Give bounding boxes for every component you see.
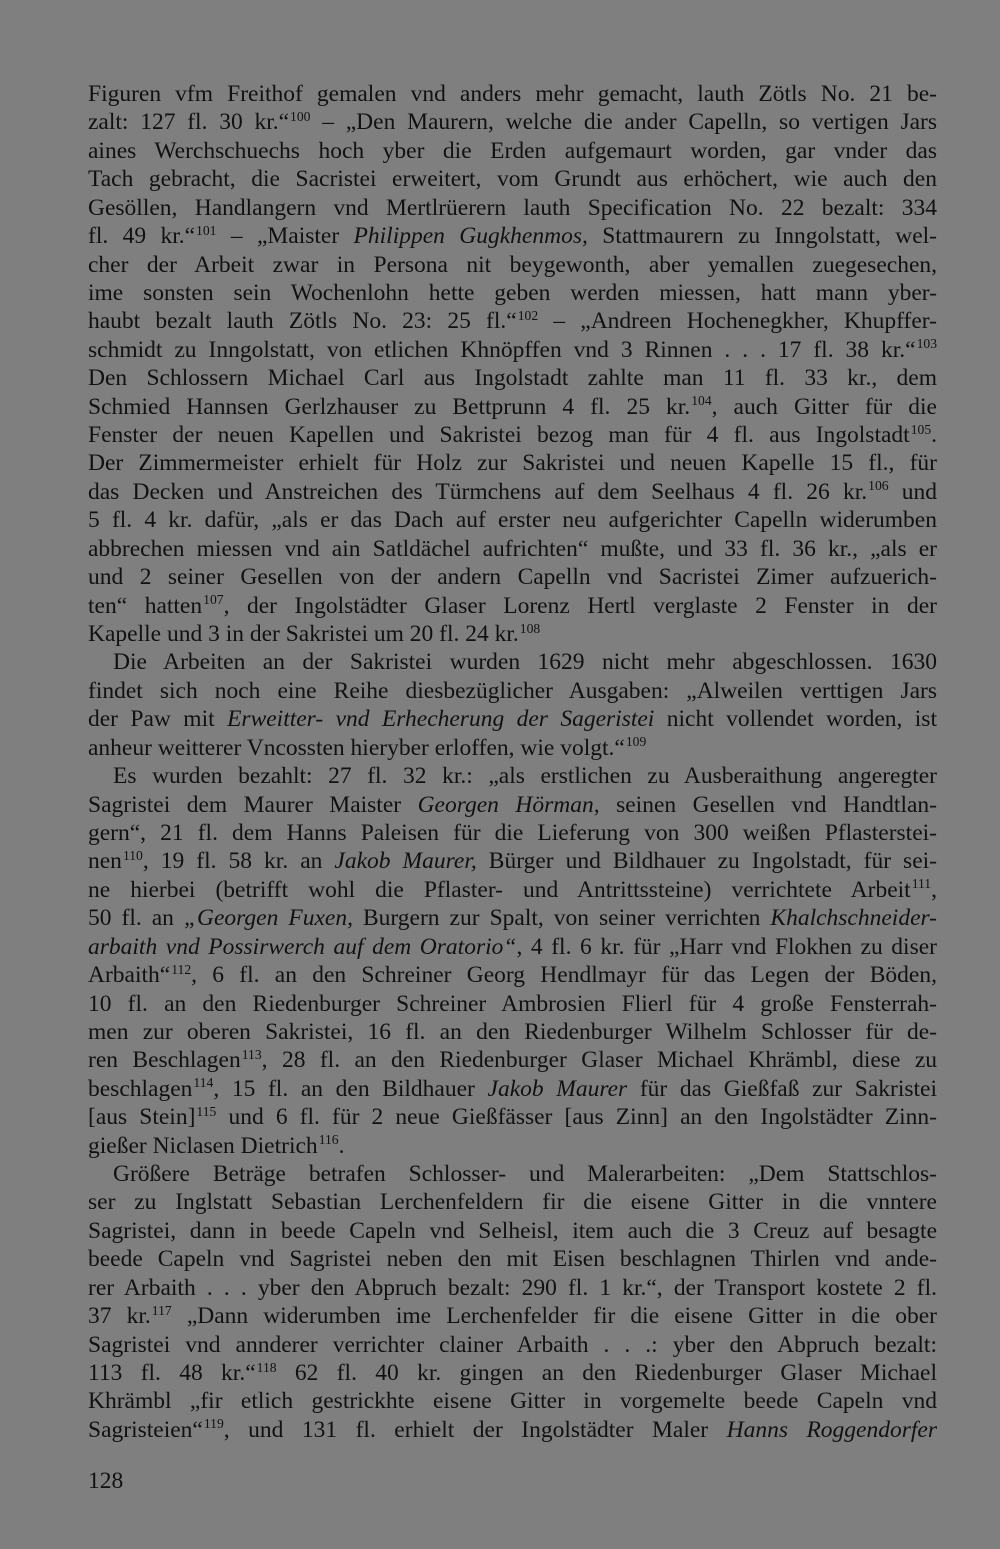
text-line: [88, 705, 937, 733]
text-run: Der Zimmermeister erhielt für Holz zur Sakristei und neuen Kapelle 15 fl., für: [88, 450, 937, 477]
footnote-ref: 101: [196, 222, 217, 238]
text-run: , 4 fl. 6 kr. für „Harr vnd Flokhen zu diser: [516, 933, 937, 960]
text-run: .: [931, 422, 937, 449]
text-run: , 6 fl. an den Schreiner Georg Hendlmayr für das Legen der Böden,: [191, 962, 937, 989]
text-run: ime sonsten sein Wochenlohn hette geben werden miessen, hatt mann yber-: [88, 279, 937, 306]
text-line: [88, 478, 937, 506]
text-line: [88, 990, 937, 1018]
text-line: [88, 1160, 937, 1188]
italic-run: Georgen Hörman,: [417, 791, 600, 818]
text-run: anheur weitterer Vncossten hieryber erloffen, wie volgt.“: [88, 734, 625, 761]
text-line: [88, 307, 937, 335]
text-line: [88, 592, 937, 620]
text-run: , 28 fl. an den Riedenburger Glaser Michael Khrämbl, diese zu: [261, 1047, 938, 1074]
text-run: das Decken und Anstreichen des Türmchens auf dem Seelhaus 4 fl. 26 kr.: [88, 478, 868, 505]
text-line: [88, 279, 937, 307]
text-run: Sagristei, dann in beede Capeln vnd Selheisl, item auch die 3 Creuz auf besagte: [88, 1217, 937, 1244]
text-run: findet sich noch eine Reihe diesbezüglicher Ausgaben: „Alweilen verttigen Jars: [88, 677, 937, 704]
text-line: [88, 876, 937, 904]
text-run: ten“ hatten: [88, 592, 203, 619]
text-run: nen: [88, 848, 122, 875]
text-run: und: [888, 478, 938, 505]
text-run: Burgern zur Spalt, von seiner verrichten: [352, 905, 771, 932]
text-line: [88, 1331, 937, 1359]
footnote-ref: 105: [910, 421, 932, 437]
text-run: rer Arbaith . . . yber den Abpruch bezalt: 290 fl. 1 kr.“, der Transport kostete 2 fl.: [88, 1274, 937, 1301]
italic-run: arbaith vnd Possirwerch auf dem Oratorio“: [88, 933, 517, 960]
text-run: ser zu Inglstatt Sebastian Lerchenfeldern fir die eisene Gitter in die vnntere: [88, 1189, 937, 1216]
text-run: und 2 seiner Gesellen von der andern Capelln vnd Sacristei Zimer aufzuerich-: [88, 564, 937, 591]
text-run: 5 fl. 4 kr. dafür, „als er das Dach auf erster neu aufgerichter Capelln widerumben: [88, 507, 937, 534]
paragraph: [88, 762, 937, 1160]
italic-run: Philippen Gugkhenmos,: [353, 223, 588, 250]
text-run: seinen Gesellen vnd Handtlan-: [599, 791, 937, 818]
text-line: [88, 535, 937, 563]
footnote-ref: 107: [203, 592, 224, 608]
text-run: men zur oberen Sakristei, 16 fl. an den Riedenburger Wilhelm Schlosser für de-: [88, 1018, 937, 1045]
body-text: [88, 80, 937, 1444]
text-line: [88, 1103, 937, 1131]
text-line: [88, 847, 937, 875]
text-run: , der Ingolstädter Glaser Lorenz Hertl verglaste 2 Fenster in der: [223, 592, 937, 619]
text-line: [88, 108, 937, 136]
text-run: Tach gebracht, die Sacristei erweitert, vom Grundt aus erhöchert, wie auch den: [88, 166, 937, 193]
footnote-ref: 110: [122, 847, 143, 863]
italic-run: Hanns Roggendorfer: [726, 1416, 937, 1443]
text-line: [88, 791, 937, 819]
text-line: [88, 1416, 937, 1444]
paragraph: [88, 648, 937, 762]
text-run: , und 131 fl. erhielt der Ingolstädter Maler: [223, 1416, 727, 1443]
footnote-ref: 116: [318, 1132, 339, 1148]
footnote-ref: 102: [517, 307, 539, 323]
text-run: Den Schlossern Michael Carl aus Ingolstadt zahlte man 11 fl. 33 kr., dem: [88, 365, 937, 392]
text-line: [88, 648, 937, 676]
text-run: für das Gießfaß zur Sakristei: [627, 1075, 937, 1102]
footnote-ref: 109: [625, 734, 647, 750]
text-line: [88, 677, 937, 705]
footnote-ref: 118: [256, 1359, 277, 1375]
text-line: [88, 1274, 937, 1302]
text-line: [88, 1188, 937, 1216]
text-run: 37 kr.: [88, 1303, 151, 1330]
text-line: [88, 393, 937, 421]
page-number: 128: [88, 1468, 124, 1494]
text-line: [88, 364, 937, 392]
text-line: [88, 563, 937, 591]
text-line: [88, 1046, 937, 1074]
italic-run: Jakob Maurer: [487, 1075, 628, 1102]
text-run: ne hierbei (betrifft wohl die Pflaster- und Antrittssteine) verrichtete Arbeit: [88, 876, 911, 903]
text-run: gern“, 21 fl. dem Hanns Paleisen für die Lieferung von 300 weißen Pflasterstei-: [88, 819, 937, 846]
text-line: [88, 251, 937, 279]
text-line: [88, 506, 937, 534]
text-run: Sagristei vnd annderer verrichter clainer Arbaith . . .: yber den Abpruch bezalt:: [88, 1331, 937, 1358]
text-line: [88, 222, 937, 250]
text-run: cher der Arbeit zwar in Persona nit beygewonth, aber yemallen zuegesechen,: [88, 251, 937, 278]
text-run: – „Maister: [216, 223, 354, 250]
text-run: Kapelle und 3 in der Sakristei um 20 fl. 24 kr.: [88, 621, 519, 648]
text-line: [88, 1132, 937, 1160]
text-line: [88, 1245, 937, 1273]
text-run: .: [338, 1132, 345, 1159]
text-run: „Dann widerumben ime Lerchenfelder fir die eisene Gitter in die ober: [171, 1303, 937, 1330]
text-line: [88, 449, 937, 477]
text-run: Figuren vfm Freithof gemalen vnd anders mehr gemacht, lauth Zötls No. 21 be-: [88, 81, 937, 107]
text-line: [88, 1075, 937, 1103]
text-run: schmidt zu Inngolstatt, von etlichen Khnöpffen vnd 3 Rinnen . . . 17 fl. 38 kr.“: [88, 336, 916, 363]
text-run: – „Den Maurern, welche die ander Capelln, so vertigen Jars: [310, 109, 937, 136]
text-run: zalt: 127 fl. 30 kr.“: [88, 109, 290, 136]
text-line: [88, 1217, 937, 1245]
text-run: Bürger und Bildhauer zu Ingolstadt, für sei-: [476, 848, 937, 875]
text-run: gießer Niclasen Dietrich: [88, 1132, 318, 1159]
text-run: Es wurden bezahlt: 27 fl. 32 kr.: „als erstlichen zu Ausberaithung angeregter: [113, 763, 937, 790]
footnote-ref: 114: [193, 1075, 214, 1091]
text-run: – „Andreen Hochenegkher, Khupffer-: [538, 308, 937, 335]
text-run: ,: [931, 876, 937, 903]
text-line: [88, 904, 937, 932]
text-run: Fenster der neuen Kapellen und Sakristei bezog man für 4 fl. aus Ingolstadt: [88, 422, 910, 449]
paragraph: [88, 80, 937, 648]
italic-run: „Georgen Fuxen,: [183, 905, 353, 932]
italic-run: Khalchschneider-: [770, 905, 938, 932]
footnote-ref: 106: [868, 478, 889, 494]
text-line: [88, 80, 937, 108]
text-line: [88, 819, 937, 847]
text-run: , auch Gitter für die: [711, 393, 937, 420]
text-line: [88, 762, 937, 790]
text-run: der Paw mit: [88, 706, 228, 733]
footnote-ref: 112: [171, 961, 192, 977]
text-line: [88, 1359, 937, 1387]
text-run: fl. 49 kr.“: [88, 223, 196, 250]
text-line: [88, 933, 937, 961]
footnote-ref: 115: [196, 1103, 217, 1119]
footnote-ref: 108: [519, 620, 541, 636]
text-run: , 19 fl. 58 kr. an: [142, 848, 335, 875]
footnote-ref: 104: [691, 393, 712, 409]
text-run: , 15 fl. an den Bildhauer: [213, 1075, 488, 1102]
text-run: Größere Beträge betrafen Schlosser- und Malerarbeiten: „Dem Stattschlos-: [113, 1161, 937, 1188]
footnote-ref: 103: [916, 336, 937, 352]
text-run: nicht vollendet worden, ist: [654, 706, 937, 733]
text-line: [88, 1018, 937, 1046]
text-line: [88, 620, 937, 648]
text-run: Sagristeien“: [88, 1416, 203, 1443]
text-run: Arbaith“: [88, 962, 171, 989]
text-run: ren Beschlagen: [88, 1047, 241, 1074]
text-run: 10 fl. an den Riedenburger Schreiner Ambrosien Flierl für 4 große Fensterrah-: [88, 990, 937, 1017]
text-run: haubt bezalt lauth Zötls No. 23: 25 fl.“: [88, 308, 517, 335]
paragraph: [88, 1160, 937, 1444]
text-run: Die Arbeiten an der Sakristei wurden 1629 nicht mehr abgeschlossen. 1630: [113, 649, 937, 676]
text-run: Khrämbl „fir etlich gestrickhte eisene Gitter in vorgemelte beede Capeln vnd: [88, 1388, 937, 1415]
text-line: [88, 961, 937, 989]
text-line: [88, 734, 937, 762]
text-line: [88, 194, 937, 222]
text-run: aines Werchschuechs hoch yber die Erden aufgemaurt worden, gar vnder das: [88, 137, 937, 164]
footnote-ref: 119: [203, 1416, 224, 1432]
text-run: 62 fl. 40 kr. gingen an den Riedenburger Glaser Michael: [276, 1359, 937, 1386]
italic-run: Jakob Maurer,: [334, 848, 477, 875]
text-run: Schmied Hannsen Gerlzhauser zu Bettprunn 4 fl. 25 kr.: [88, 393, 691, 420]
text-run: beede Capeln vnd Sagristei neben den mit Eisen beschlagnen Thirlen vnd ande-: [88, 1246, 937, 1273]
text-line: [88, 336, 937, 364]
footnote-ref: 117: [151, 1302, 172, 1318]
text-line: [88, 421, 937, 449]
text-run: [aus Stein]: [88, 1104, 196, 1131]
footnote-ref: 113: [241, 1046, 262, 1062]
text-line: [88, 137, 937, 165]
italic-run: Erweitter- vnd Erhecherung der Sageristei: [227, 706, 655, 733]
footnote-ref: 111: [911, 876, 932, 892]
text-run: 50 fl. an: [88, 905, 184, 932]
text-run: abbrechen miessen vnd ain Satldächel aufrichten“ mußte, und 33 fl. 36 kr., „als er: [88, 535, 937, 562]
text-run: Stattmaurern zu Inngolstatt, wel-: [587, 223, 937, 250]
text-run: beschlagen: [88, 1075, 193, 1102]
footnote-ref: 100: [290, 108, 311, 124]
text-run: Gesöllen, Handlangern vnd Mertlrüerern lauth Specification No. 22 bezalt: 334: [88, 194, 937, 221]
text-run: 113 fl. 48 kr.“: [88, 1359, 256, 1386]
text-line: [88, 1302, 937, 1330]
text-line: [88, 165, 937, 193]
text-run: Sagristei dem Maurer Maister: [88, 791, 418, 818]
text-line: [88, 1387, 937, 1415]
text-run: und 6 fl. für 2 neue Gießfässer [aus Zinn] an den Ingolstädter Zinn-: [216, 1104, 937, 1131]
